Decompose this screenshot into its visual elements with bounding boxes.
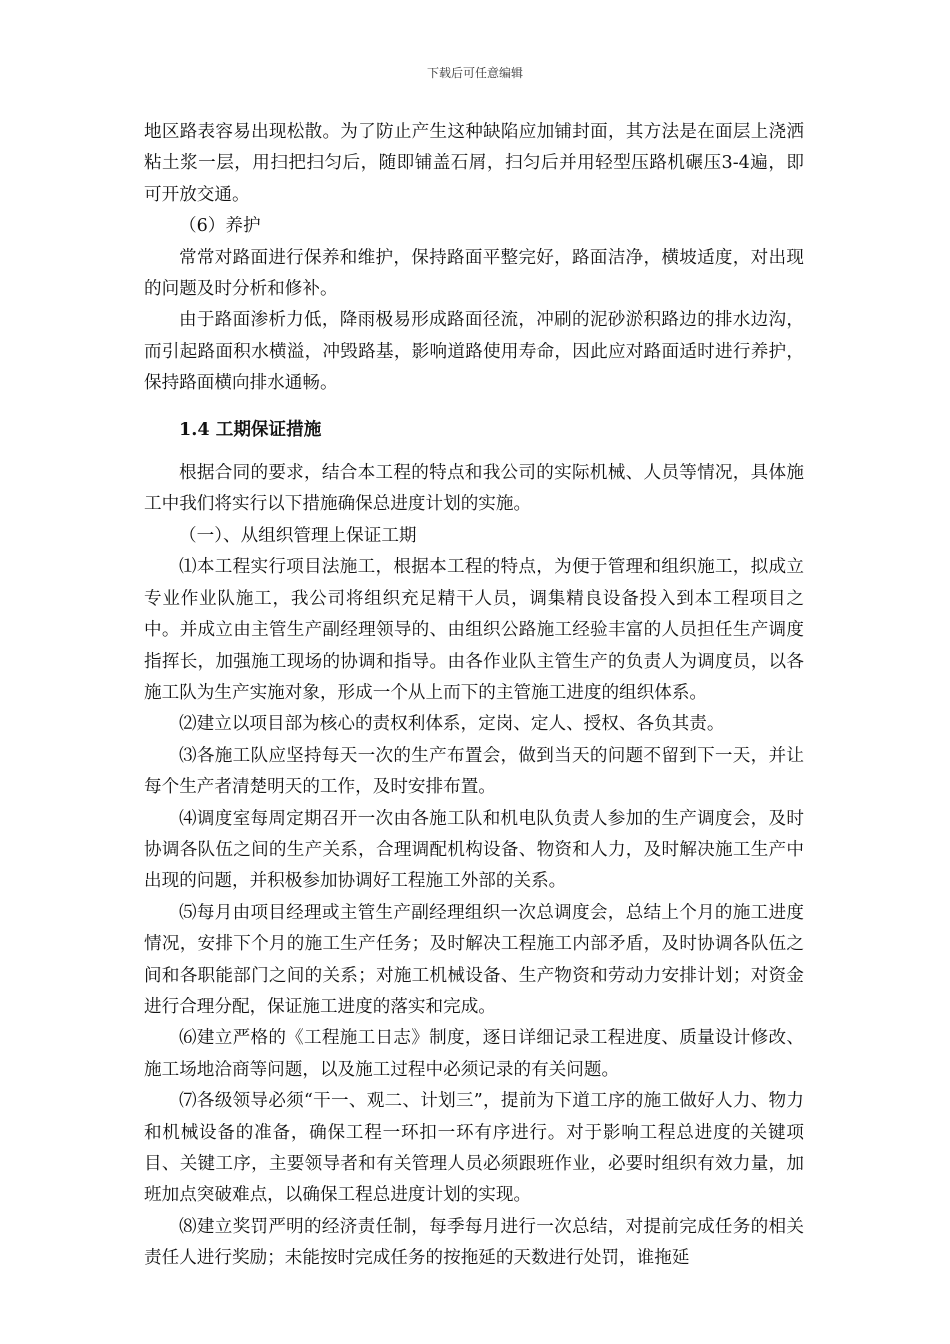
- list-item-5: ⑸每月由项目经理或主管生产副经理组织一次总调度会，总结上个月的施工进度情况，安排下个月的施工生产任务；及时解决工程施工内部矛盾，及时协调各队伍之间和各职能部门之间的关系；对施工机械设备、生产物资和劳动力安排计划；对资金进行合理分配，保证施工进度的落实和完成。: [144, 902, 804, 1017]
- list-item-3: ⑶各施工队应坚持每天一次的生产布置会，做到当天的问题不留到下一天，并让每个生产者清楚明天的工作，及时安排布置。: [144, 745, 804, 798]
- paragraph-drainage: 由于路面渗析力低，降雨极易形成路面径流，冲刷的泥砂淤积路边的排水边沟，而引起路面积水横溢，冲毁路基，影响道路使用寿命，因此应对路面适时进行养护，保持路面横向排水通畅。: [144, 310, 804, 394]
- paragraph-maintenance: 常常对路面进行保养和维护，保持路面平整完好，路面洁净，横坡适度，对出现的问题及时分析和修补。: [144, 247, 804, 300]
- section-heading: 1.4 工期保证措施: [179, 418, 322, 440]
- subsection-organization-title: （一）、从组织管理上保证工期: [179, 525, 417, 546]
- list-item-2: ⑵建立以项目部为核心的责权利体系，定岗、定人、授权、各负其责。: [179, 714, 725, 735]
- list-item-4: ⑷调度室每周定期召开一次由各施工队和机电队负责人参加的生产调度会，及时协调各队伍之间的生产关系，合理调配机构设备、物资和人力，及时解决施工生产中出现的问题，并积极参加协调好工程施工外部的关系。: [144, 808, 804, 892]
- list-item-1: ⑴本工程实行项目法施工，根据本工程的特点，为便于管理和组织施工，拟成立专业作业队施工，我公司将组织充足精干人员，调集精良设备投入到本工程项目之中。并成立由主管生产副经理领导的、由组织公路施工经验丰富的人员担任生产调度指挥长，加强施工现场的协调和指导。由各作业队主管生产的负责人为调度员，以各施工队为生产实施对象，形成一个从上而下的主管施工进度的组织体系。: [144, 557, 804, 703]
- list-item-7: ⑺各级领导必须“干一、观二、计划三”，提前为下道工序的施工做好人力、物力和机械设备的准备，确保工程一环扣一环有序进行。对于影响工程总进度的关键项目、关键工序，主要领导者和有关管理人员必须跟班作业，必要时组织有效力量，加班加点突破难点，以确保工程总进度计划的实现。: [144, 1091, 804, 1206]
- document-body: [144, 117, 804, 1275]
- paragraph-surface-sealing: 地区路表容易出现松散。为了防止产生这种缺陷应加铺封面，其方法是在面层上浇洒粘土浆一层，用扫把扫匀后，随即铺盖石屑，扫匀后并用轻型压路机碾压3-4遍，即可开放交通。: [144, 122, 804, 205]
- page-header: 下载后可任意编辑: [426, 66, 523, 80]
- list-item-6: ⑹建立严格的《工程施工日志》制度，逐日详细记录工程进度、质量设计修改、施工场地洽商等问题，以及施工过程中必须记录的有关问题。: [144, 1028, 804, 1080]
- list-item-8: ⑻建立奖罚严明的经济责任制，每季每月进行一次总结，对提前完成任务的相关责任人进行奖励；未能按时完成任务的按拖延的天数进行处罚，谁拖延: [144, 1216, 804, 1269]
- subsection-maintenance-title: （6）养护: [179, 216, 261, 237]
- paragraph-intro: 根据合同的要求，结合本工程的特点和我公司的实际机械、人员等情况，具体施工中我们将实行以下措施确保总进度计划的实施。: [144, 463, 804, 515]
